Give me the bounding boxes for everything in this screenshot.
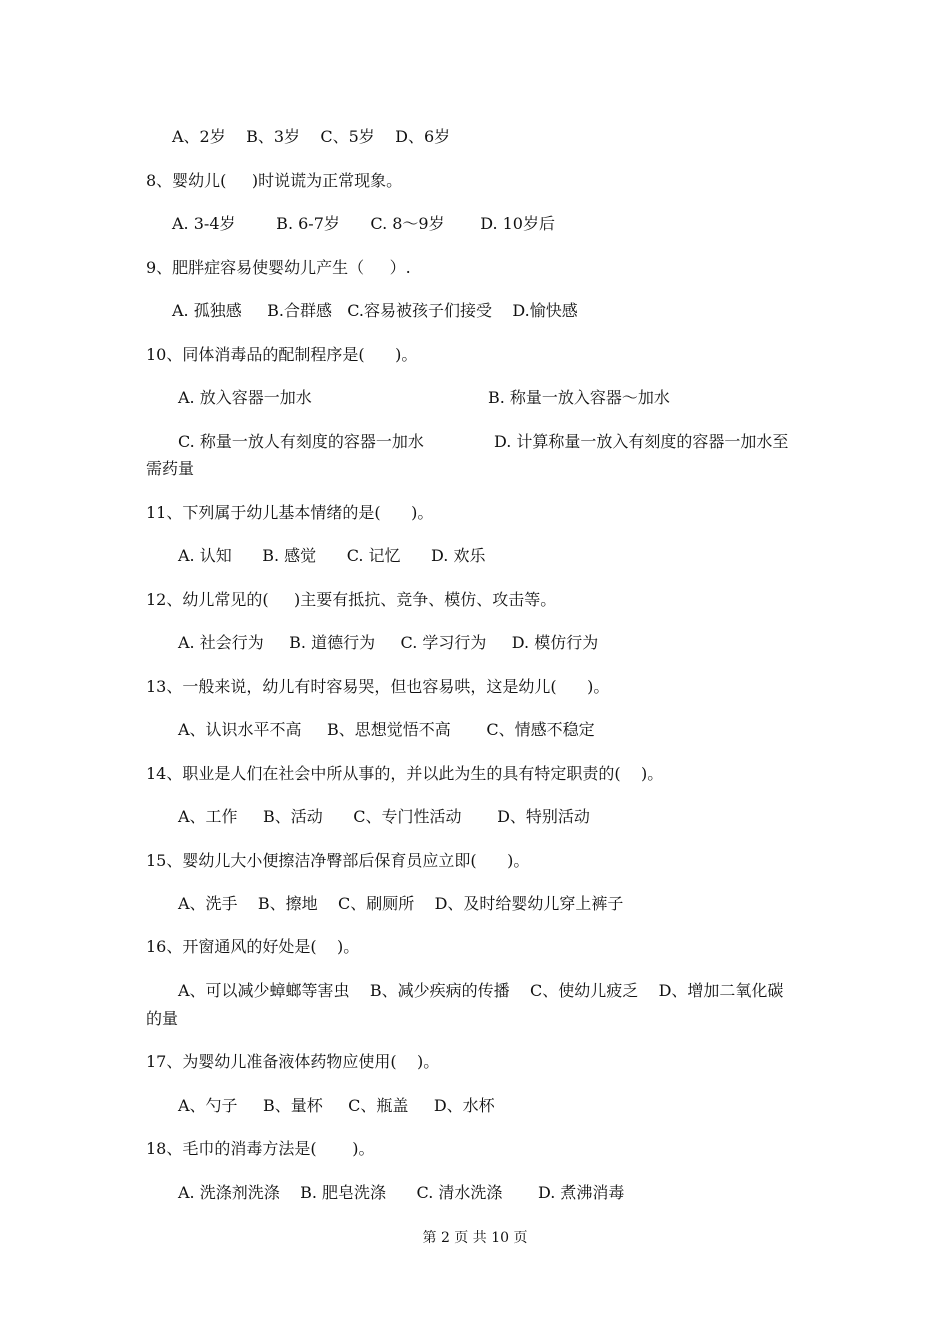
question-15: 15、婴幼儿大小便擦洁净臀部后保育员应立即( )。 — [146, 851, 530, 870]
question-13: 13、一般来说，幼儿有时容易哭，但也容易哄，这是幼儿( )。 — [146, 677, 610, 696]
question-18: 18、毛巾的消毒方法是( )。 — [146, 1139, 375, 1158]
q17-options: A、勺子 B、量杯 C、瓶盖 D、水杯 — [178, 1096, 495, 1115]
question-12: 12、幼儿常见的( )主要有抵抗、竞争、模仿、攻击等。 — [146, 590, 557, 609]
question-9: 9、肥胖症容易使婴幼儿产生（ ）. — [146, 258, 411, 277]
q8-options: A. 3-4岁 B. 6-7岁 C. 8～9岁 D. 10岁后 — [172, 214, 555, 233]
q7-options: A、2岁 B、3岁 C、5岁 D、6岁 — [172, 127, 451, 146]
question-17: 17、为婴幼儿准备液体药物应使用( )。 — [146, 1052, 440, 1071]
q11-options: A. 认知 B. 感觉 C. 记忆 D. 欢乐 — [178, 546, 486, 565]
q16-options-continued: 的量 — [146, 1009, 179, 1028]
page-footer: 第 2 页 共 10 页 — [422, 1230, 528, 1246]
q18-options: A. 洗涤剂洗涤 B. 肥皂洗涤 C. 清水洗涤 D. 煮沸消毒 — [178, 1183, 625, 1202]
q9-options: A. 孤独感 B.合群感 C.容易被孩子们接受 D.愉快感 — [172, 301, 578, 320]
q13-options: A、认识水平不高 B、思想觉悟不高 C、情感不稳定 — [178, 720, 595, 739]
question-14: 14、职业是人们在社会中所从事的，并以此为生的具有特定职责的( )。 — [146, 764, 664, 783]
q14-options: A、工作 B、活动 C、专门性活动 D、特别活动 — [178, 807, 590, 826]
q10-option-a: A. 放入容器一加水 — [178, 388, 312, 407]
q16-options: A、可以减少蟑螂等害虫 B、减少疾病的传播 C、使幼儿疲乏 D、增加二氧化碳 — [178, 981, 784, 1000]
q10-option-c: C. 称量一放人有刻度的容器一加水 — [178, 432, 424, 451]
q15-options: A、洗手 B、擦地 C、刷厕所 D、及时给婴幼儿穿上裤子 — [178, 894, 624, 913]
question-8: 8、婴幼儿( )时说谎为正常现象。 — [146, 171, 403, 190]
q12-options: A. 社会行为 B. 道德行为 C. 学习行为 D. 模仿行为 — [178, 633, 599, 652]
q10-option-d-continued: 需药量 — [146, 459, 195, 478]
question-16: 16、开窗通风的好处是( )。 — [146, 937, 360, 956]
q10-option-b: B. 称量一放入容器～加水 — [488, 388, 670, 407]
question-11: 11、下列属于幼儿基本情绪的是( )。 — [146, 503, 434, 522]
q10-option-d: D. 计算称量一放入有刻度的容器一加水至 — [494, 432, 789, 451]
question-10: 10、同体消毒品的配制程序是( )。 — [146, 345, 418, 364]
